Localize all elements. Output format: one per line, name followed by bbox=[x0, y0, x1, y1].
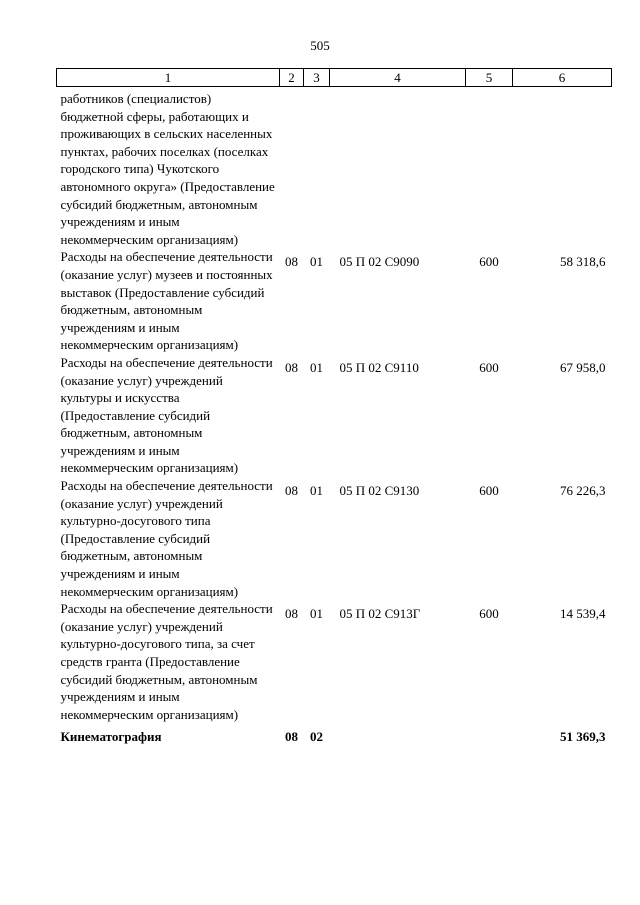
row-target-article-cell: 05 П 02 С9130 bbox=[339, 483, 420, 499]
total-subsection-cell: 02 bbox=[310, 729, 323, 745]
row-expense-type-cell: 600 bbox=[479, 483, 499, 499]
total-section-cell: 08 bbox=[285, 729, 298, 745]
row-amount-cell: 58 318,6 bbox=[560, 254, 606, 270]
column-header-3: 3 bbox=[304, 69, 330, 87]
row-expense-type-cell: 600 bbox=[479, 254, 499, 270]
row-name-cell: Расходы на обеспечение деятельности (оказание услуг) учреждений культуры и искусства (Предоставление субсидий бюджетным, автономным учреждениям и иным некоммерческим организациям) bbox=[60, 354, 273, 476]
table-row bbox=[57, 248, 612, 354]
row-section-cell: 08 bbox=[285, 254, 298, 270]
row-section-cell: 08 bbox=[285, 606, 298, 622]
row-name-cell: Расходы на обеспечение деятельности (оказание услуг) музеев и постоянных выставок (Предоставление субсидий бюджетным, автономным учреждениям и иным некоммерческим организациям) bbox=[60, 249, 273, 353]
row-subsection-cell: 01 bbox=[310, 254, 323, 270]
column-header-4: 4 bbox=[330, 69, 466, 87]
total-name-cell: Кинематография bbox=[60, 729, 162, 745]
total-target-article-cell bbox=[330, 723, 466, 746]
total-expense-type-cell bbox=[466, 723, 513, 746]
row-section-cell: 08 bbox=[285, 359, 298, 375]
row-target-article-cell: 05 П 02 С913Г bbox=[339, 606, 421, 622]
column-header-2: 2 bbox=[280, 69, 304, 87]
row-target-article-cell: 05 П 02 С9090 bbox=[339, 254, 420, 270]
table-row-continuation bbox=[57, 87, 612, 249]
table-row-total bbox=[57, 723, 612, 746]
row-subsection-cell: 01 bbox=[310, 483, 323, 499]
row-section-cell: 08 bbox=[285, 483, 298, 499]
row-expense-type-cell: 600 bbox=[479, 359, 499, 375]
column-header-5: 5 bbox=[466, 69, 513, 87]
row-subsection-cell: 01 bbox=[310, 606, 323, 622]
table-row bbox=[57, 477, 612, 600]
row-name-cell: Расходы на обеспечение деятельности (оказание услуг) учреждений культурно-досугового типа, за счет средств гранта (Предоставление субсидий бюджетным, автономным учреждениям и иным некоммерческим организациям) bbox=[60, 601, 273, 722]
column-header-6: 6 bbox=[513, 69, 612, 87]
budget-table bbox=[56, 68, 612, 746]
table-header-row bbox=[57, 69, 612, 87]
column-header-1: 1 bbox=[57, 69, 280, 87]
row-name-cell: Расходы на обеспечение деятельности (оказание услуг) учреждений культурно-досугового типа (Предоставление субсидий бюджетным, автономным учреждениям и иным некоммерческим организациям) bbox=[60, 478, 273, 599]
row-expense-type-cell: 600 bbox=[479, 606, 499, 622]
page-number: 505 bbox=[310, 38, 330, 53]
row-subsection-cell: 01 bbox=[310, 359, 323, 375]
row-amount-cell: 76 226,3 bbox=[560, 483, 606, 499]
table-row bbox=[57, 354, 612, 477]
row-amount-cell: 67 958,0 bbox=[560, 359, 606, 375]
row-target-article-cell: 05 П 02 С9110 bbox=[339, 359, 419, 375]
row-name-cell: работников (специалистов) бюджетной сферы, работающих и проживающих в сельских населенных пунктах, рабочих поселках (поселках городского типа) Чукотского автономного округа» (Предоставление субсидий бюджетным, автономным учреждениям и иным некоммерческим организациям) bbox=[60, 91, 275, 247]
table-row bbox=[57, 600, 612, 723]
total-amount-cell: 51 369,3 bbox=[560, 729, 606, 745]
row-amount-cell: 14 539,4 bbox=[560, 606, 606, 622]
